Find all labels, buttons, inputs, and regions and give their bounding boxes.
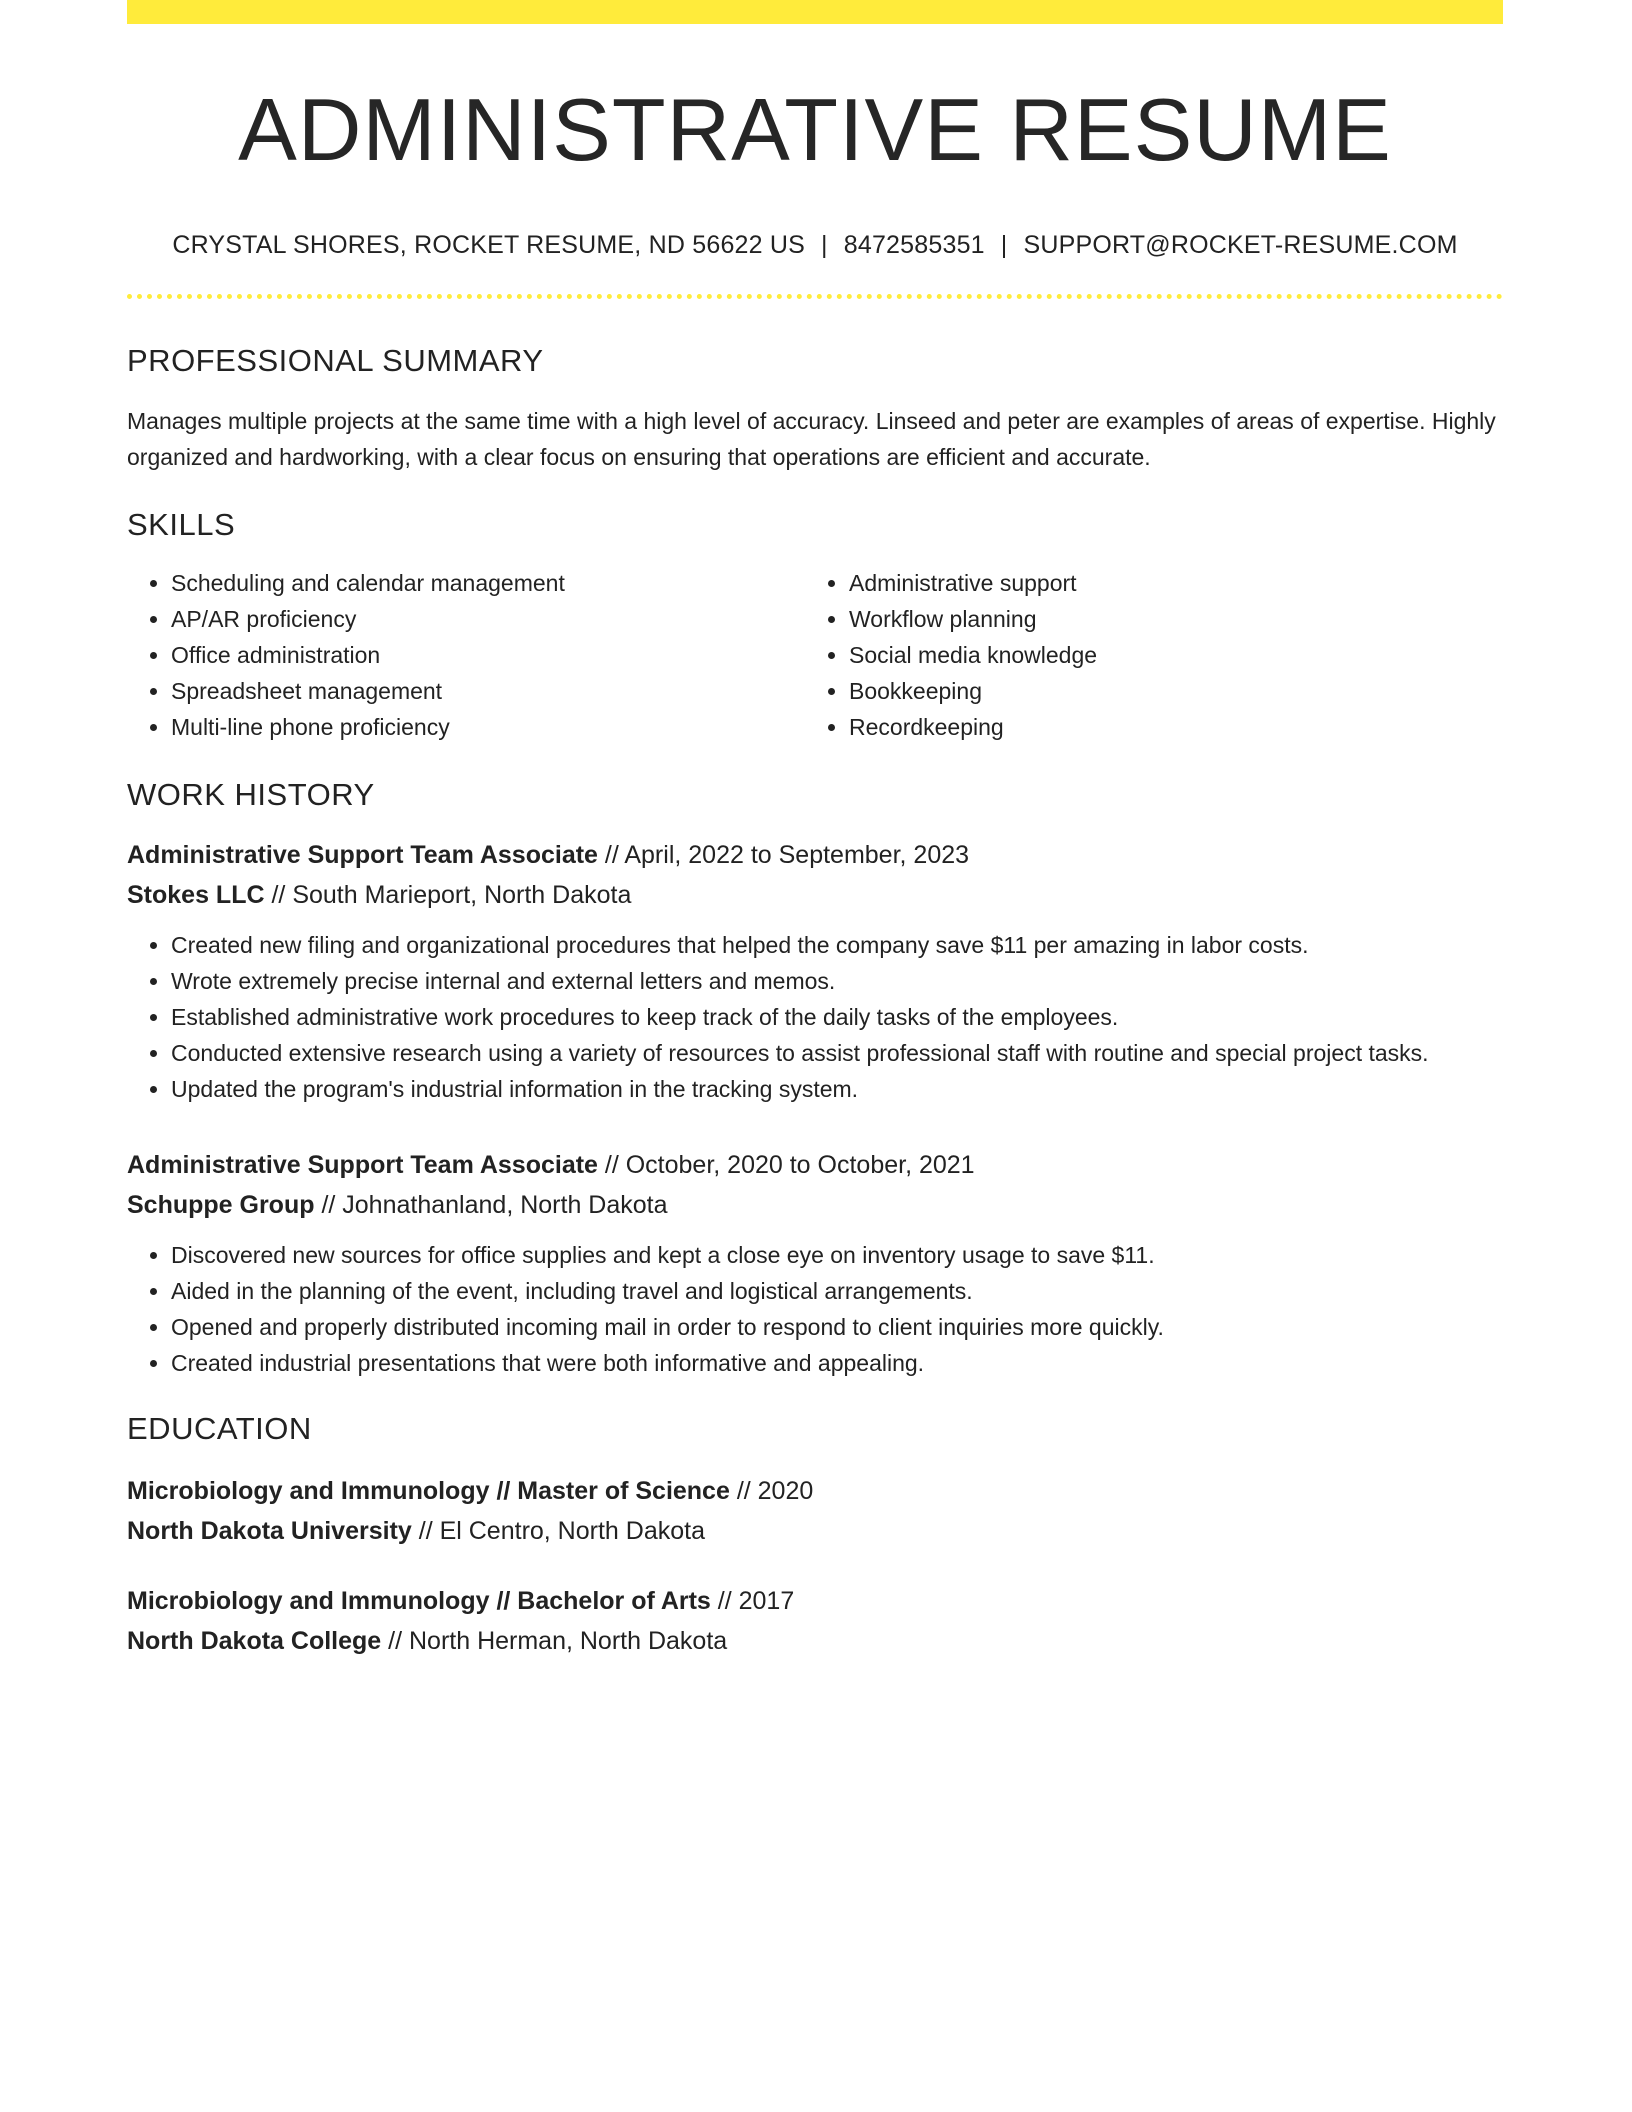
school-name: North Dakota College [127, 1626, 382, 1655]
dotted-divider [127, 294, 1503, 299]
resume-page [127, 0, 1503, 1661]
accent-bar [127, 0, 1503, 24]
duty-item: • Opened and properly distributed incoming mail in order to respond to client inquiries more quickly. [171, 1309, 1503, 1345]
school-location: // North Herman, North Dakota [381, 1626, 728, 1655]
job-duties [127, 1237, 1503, 1381]
job-company: Schuppe Group [127, 1190, 315, 1219]
degree-line [127, 1471, 1503, 1511]
duty-item: • Aided in the planning of the event, including travel and logistical arrangements. [171, 1273, 1503, 1309]
skill-item: • Workflow planning [849, 601, 1483, 637]
job-duties [127, 927, 1503, 1107]
graduation-year: // 2017 [710, 1586, 795, 1615]
duty-item: • Created industrial presentations that were both informative and appealing. [171, 1345, 1503, 1381]
resume-title: ADMINISTRATIVE RESUME [238, 80, 1392, 179]
skills-list [127, 565, 1503, 745]
duty-item: • Discovered new sources for office supplies and kept a close eye on inventory usage to save $11. [171, 1237, 1503, 1273]
summary-text: Manages multiple projects at the same time with a high level of accuracy. Linseed and peter are examples of areas of expertise. Highly organized and hardworking, with a clear focus on ensuring that operations are efficient and accurate. [127, 407, 1496, 470]
skill-item: • Social media knowledge [849, 637, 1483, 673]
skill-item: • Recordkeeping [849, 709, 1483, 745]
job-title: Administrative Support Team Associate [127, 1150, 598, 1179]
job-dates: // April, 2022 to September, 2023 [597, 840, 970, 869]
duty-item: • Created new filing and organizational procedures that helped the company save $11 per amazing in labor costs. [171, 927, 1503, 963]
contact-line [127, 231, 1503, 260]
school-name: North Dakota University [127, 1516, 412, 1545]
job-title: Administrative Support Team Associate [127, 840, 598, 869]
school-location: // El Centro, North Dakota [411, 1516, 705, 1545]
school-line [127, 1621, 1503, 1661]
education-entry [127, 1581, 1503, 1661]
job-location: // Johnathanland, North Dakota [314, 1190, 668, 1219]
duty-item: • Conducted extensive research using a variety of resources to assist professional staff with routine and special project tasks. [171, 1035, 1503, 1071]
skill-item: • Office administration [171, 637, 805, 673]
contact-separator: | [1000, 230, 1008, 259]
job-company-line [127, 1185, 1503, 1225]
education-heading: EDUCATION [127, 1410, 312, 1446]
degree-line [127, 1581, 1503, 1621]
skills-heading: SKILLS [127, 506, 236, 542]
duty-item: • Updated the program's industrial information in the tracking system. [171, 1071, 1503, 1107]
duty-item: • Established administrative work procedures to keep track of the daily tasks of the employees. [171, 999, 1503, 1035]
contact-separator: | [821, 230, 828, 259]
contact-address: CRYSTAL SHORES, ROCKET RESUME, ND 56622 US [172, 230, 806, 259]
education-entry [127, 1471, 1503, 1551]
job-title-line [127, 835, 1503, 875]
skill-item: • Bookkeeping [849, 673, 1483, 709]
skill-item: • AP/AR proficiency [171, 601, 805, 637]
job-location: // South Marieport, North Dakota [264, 880, 632, 909]
contact-email: SUPPORT@ROCKET-RESUME.COM [1023, 230, 1458, 259]
skill-item: • Multi-line phone proficiency [171, 709, 805, 745]
duty-item: • Wrote extremely precise internal and external letters and memos. [171, 963, 1503, 999]
school-line [127, 1511, 1503, 1551]
skills-column-right [805, 565, 1483, 745]
skill-item: • Administrative support [849, 565, 1483, 601]
graduation-year: // 2020 [729, 1476, 814, 1505]
job-company-line [127, 875, 1503, 915]
job-dates: // October, 2020 to October, 2021 [597, 1150, 975, 1179]
skill-item: • Spreadsheet management [171, 673, 805, 709]
contact-phone: 8472585351 [843, 230, 985, 259]
job-title-line [127, 1145, 1503, 1185]
skill-item: • Scheduling and calendar management [171, 565, 805, 601]
job-entry [127, 1145, 1503, 1381]
summary-heading: PROFESSIONAL SUMMARY [127, 342, 544, 378]
degree: Microbiology and Immunology // Master of Science [127, 1476, 730, 1505]
job-entry [127, 835, 1503, 1107]
degree: Microbiology and Immunology // Bachelor of Arts [127, 1586, 711, 1615]
skills-column-left [127, 565, 805, 745]
work-history-heading: WORK HISTORY [127, 776, 375, 812]
job-company: Stokes LLC [127, 880, 265, 909]
